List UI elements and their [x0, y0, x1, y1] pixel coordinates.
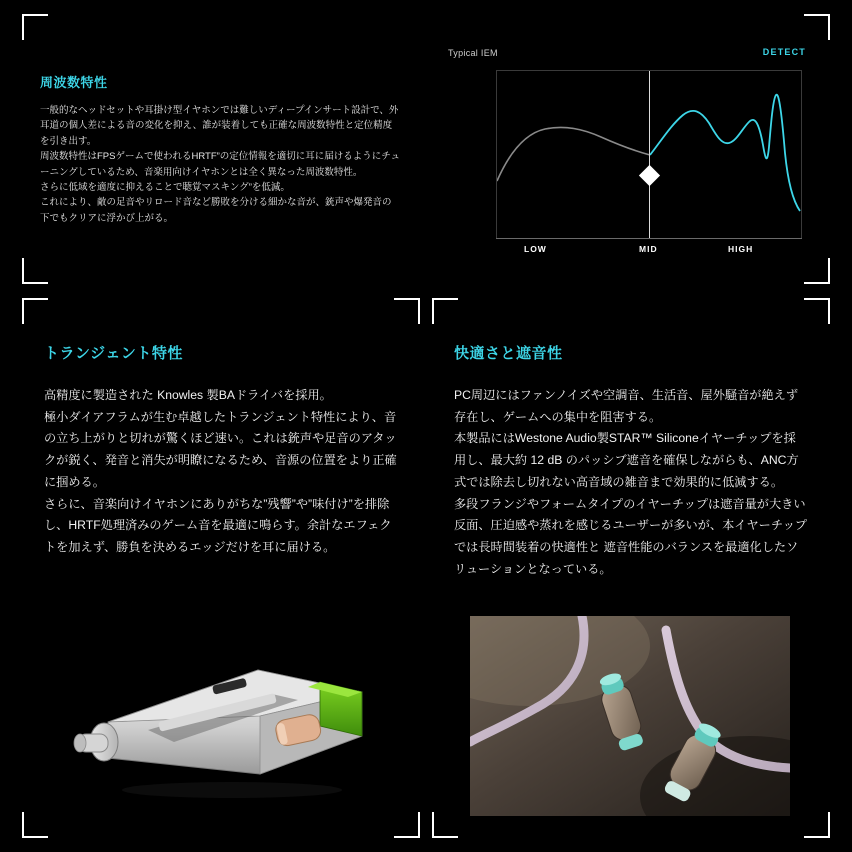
- corner-bracket-bottom-left: [22, 258, 48, 284]
- corner-bracket-top-left: [22, 298, 48, 324]
- paragraph: 高精度に製造された Knowles 製BAドライバを採用。: [44, 388, 332, 402]
- axis-tick-high: HIGH: [728, 244, 754, 254]
- detect-curve: [650, 95, 800, 211]
- frequency-response-body: [40, 103, 400, 226]
- chart-x-axis: [496, 238, 802, 239]
- earphone-photo: [470, 616, 790, 816]
- paragraph: 周波数特性はFPSゲームで使われるHRTF”の定位情報を適切に耳に届けるようにチューニングしているため、音楽用向けイヤホンとは全く異なった周波数特性。: [40, 151, 401, 178]
- ba-driver-illustration: [62, 626, 392, 806]
- corner-bracket-bottom-right: [804, 812, 830, 838]
- frequency-response-section: [22, 14, 830, 284]
- comfort-isolation-body: [454, 385, 808, 580]
- corner-bracket-top-right: [394, 298, 420, 324]
- paragraph: 極小ダイアフラムが生む卓越したトランジェント特性により、音の立ち上がりと切れが驚くほど速い。これは銃声や足音のアタックが鋭く、発音と消失が明瞭になるため、音源の位置をより正確に掴める。: [44, 409, 397, 489]
- paragraph: 本製品にはWestone Audio製STAR™ Siliconeイヤーチップを採用し、最大約 12 dB のパッシブ遮音を確保しながらも、ANC方式では除去し切れない高音域の雑音まで効果的に低減する。: [454, 431, 799, 489]
- ba-driver-cutaway-image: [62, 626, 392, 806]
- axis-tick-mid: MID: [639, 244, 658, 254]
- chart-mid-divider: [649, 71, 650, 238]
- corner-bracket-bottom-right: [394, 812, 420, 838]
- frequency-response-chart: [430, 32, 812, 272]
- comfort-isolation-title: 快適さと遮音性: [454, 345, 563, 362]
- comfort-isolation-section: [432, 298, 830, 838]
- comfort-isolation-text: [454, 342, 808, 580]
- chart-curves: [497, 71, 803, 239]
- typical-iem-curve: [497, 127, 650, 181]
- corner-bracket-bottom-left: [22, 812, 48, 838]
- earphone-photo-illustration: [470, 616, 790, 816]
- chart-series-label-detect: DETECT: [762, 47, 806, 57]
- corner-bracket-top-right: [804, 298, 830, 324]
- transient-response-section: [22, 298, 420, 838]
- chart-axis-labels: [496, 244, 802, 260]
- paragraph: これにより、敵の足音やリロード音など勝敗を分ける細かな音が、銃声や爆発音の下でもクリアに浮かび上がる。: [40, 197, 392, 224]
- paragraph: さらに、音楽向けイヤホンにありがちな”残響”や”味付け”を排除し、HRTF処理済みのゲーム音を最適に鳴らす。余計なエフェクトを加えず、勝負を決めるエッジだけを耳に届ける。: [44, 496, 392, 555]
- transient-response-title: トランジェント特性: [44, 345, 183, 362]
- axis-tick-low: LOW: [524, 244, 547, 254]
- paragraph: さらに低域を適度に抑えることで聴覚マスキング”を低減。: [40, 181, 290, 193]
- transient-response-body: [44, 385, 398, 559]
- frequency-response-title: 周波数特性: [40, 75, 108, 90]
- corner-bracket-top-left: [22, 14, 48, 40]
- chart-series-label-typical-iem: Typical IEM: [448, 48, 498, 58]
- paragraph: 多段フランジやフォームタイプのイヤーチップは遮音量が大きい反面、圧迫感や蒸れを感じるユーザーが多いが、本イヤーチップでは長時間装着の快適性と 遮音性能のバランスを最適化したソリューションとなっている。: [454, 496, 808, 576]
- frequency-response-text: [40, 72, 400, 226]
- chart-plot-area: [496, 70, 802, 238]
- corner-bracket-bottom-left: [432, 812, 458, 838]
- transient-response-text: [44, 342, 398, 559]
- paragraph: PC周辺にはファンノイズや空調音、生活音、屋外騒音が絶えず存在し、ゲームへの集中を阻害する。: [454, 388, 799, 424]
- corner-bracket-top-left: [432, 298, 458, 324]
- paragraph: 一般的なヘッドセットや耳掛け型イヤホンでは難しいディープインサート設計で、外耳道の個人差による音の変化を抑え、誰が装着しても正確な周波数特性と定位精度を引き出す。: [40, 105, 399, 147]
